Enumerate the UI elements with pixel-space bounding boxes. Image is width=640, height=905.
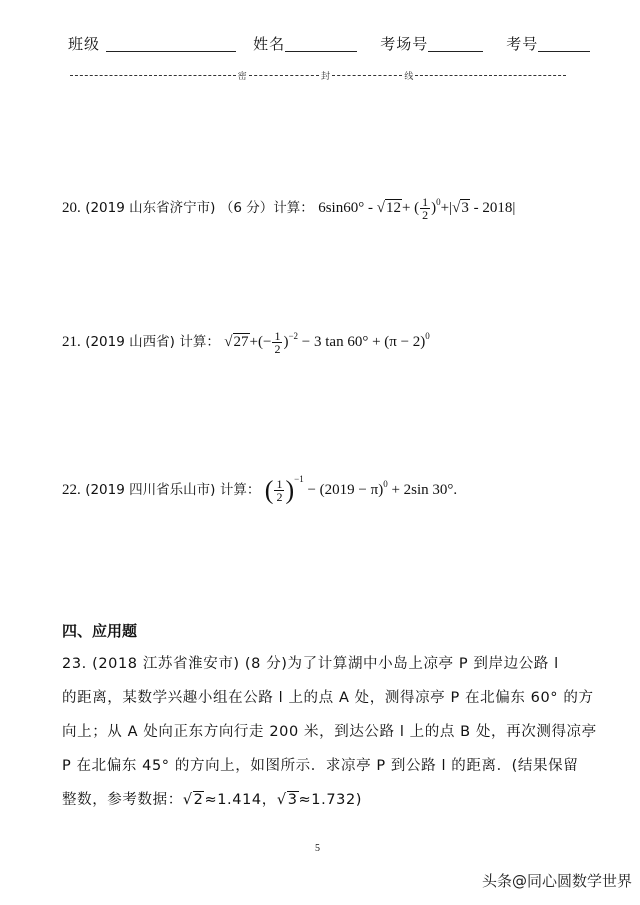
q20-score: （6 分）计算： — [219, 200, 314, 216]
class-label: 班级 — [68, 35, 101, 53]
q20-expression: 6sin60° - √12+ ( $\frac{1}{2}$ )$^0$+|√3 - 2018| — [318, 195, 516, 223]
q22-source: (2019 四川省乐山市) — [85, 482, 216, 498]
exam-header — [68, 33, 590, 54]
name-field[interactable] — [285, 35, 357, 52]
section-title: 四、应用题 — [62, 622, 138, 640]
name-label: 姓名 — [253, 35, 286, 53]
class-field[interactable] — [106, 35, 236, 52]
question-22 — [62, 474, 457, 506]
q20-source: (2019 山东省济宁市) — [85, 200, 216, 216]
seal-char-xian: 线 — [404, 72, 414, 82]
seal-char-mi: 密 — [237, 72, 247, 82]
q23-line-2: 的距离，某数学兴趣小组在公路 l 上的点 A 处，测得凉亭 P 在北偏东 60° 的方 — [62, 690, 594, 706]
q23-line-5: 整数，参考数据：√2≈1.414，√3≈1.732) — [62, 792, 363, 808]
q21-source: (2019 山西省) — [85, 334, 175, 350]
q23-line-3: 向上；从 A 处向正东方向行走 200 米，到达公路 l 上的点 B 处，再次测得凉亭 — [62, 724, 597, 740]
watermark-prefix: 头条 — [482, 872, 513, 890]
page-number: 5 — [315, 843, 320, 854]
number-field[interactable] — [538, 35, 590, 52]
q20-number: 20. — [62, 200, 81, 216]
q23-line-1: 23. (2018 江苏省淮安市) (8 分)为了计算湖中小岛上凉亭 P 到岸边公路 l — [62, 656, 559, 672]
number-label: 考号 — [506, 35, 539, 53]
q22-number: 22. — [62, 482, 81, 498]
seal-line — [68, 69, 568, 82]
q21-expression: √27+(− $\frac{1}{2}$ )$^{-2}$ − 3 $\tan 60^\circ + (\pi - 2)^0$ — [224, 329, 430, 357]
watermark-handle[interactable]: @同心圆数学世界 — [512, 872, 633, 890]
question-20 — [62, 196, 515, 221]
room-field[interactable] — [428, 35, 483, 52]
q21-number: 21. — [62, 334, 81, 350]
q22-expression: ( $\frac{1}{2}$ )$^{-1} - (2019 - \pi)^0 + 2\sin$ 30°. — [264, 474, 458, 505]
room-label: 考场号 — [380, 35, 429, 53]
seal-char-feng: 封 — [321, 72, 331, 82]
q23-line-4: P 在北偏东 45° 的方向上，如图所示．求凉亭 P 到公路 l 的距离．(结果保留 — [62, 758, 579, 774]
question-21 — [62, 330, 430, 355]
watermark — [482, 870, 632, 891]
q22-score: 计算： — [219, 482, 261, 498]
q21-score: 计算： — [179, 334, 220, 350]
